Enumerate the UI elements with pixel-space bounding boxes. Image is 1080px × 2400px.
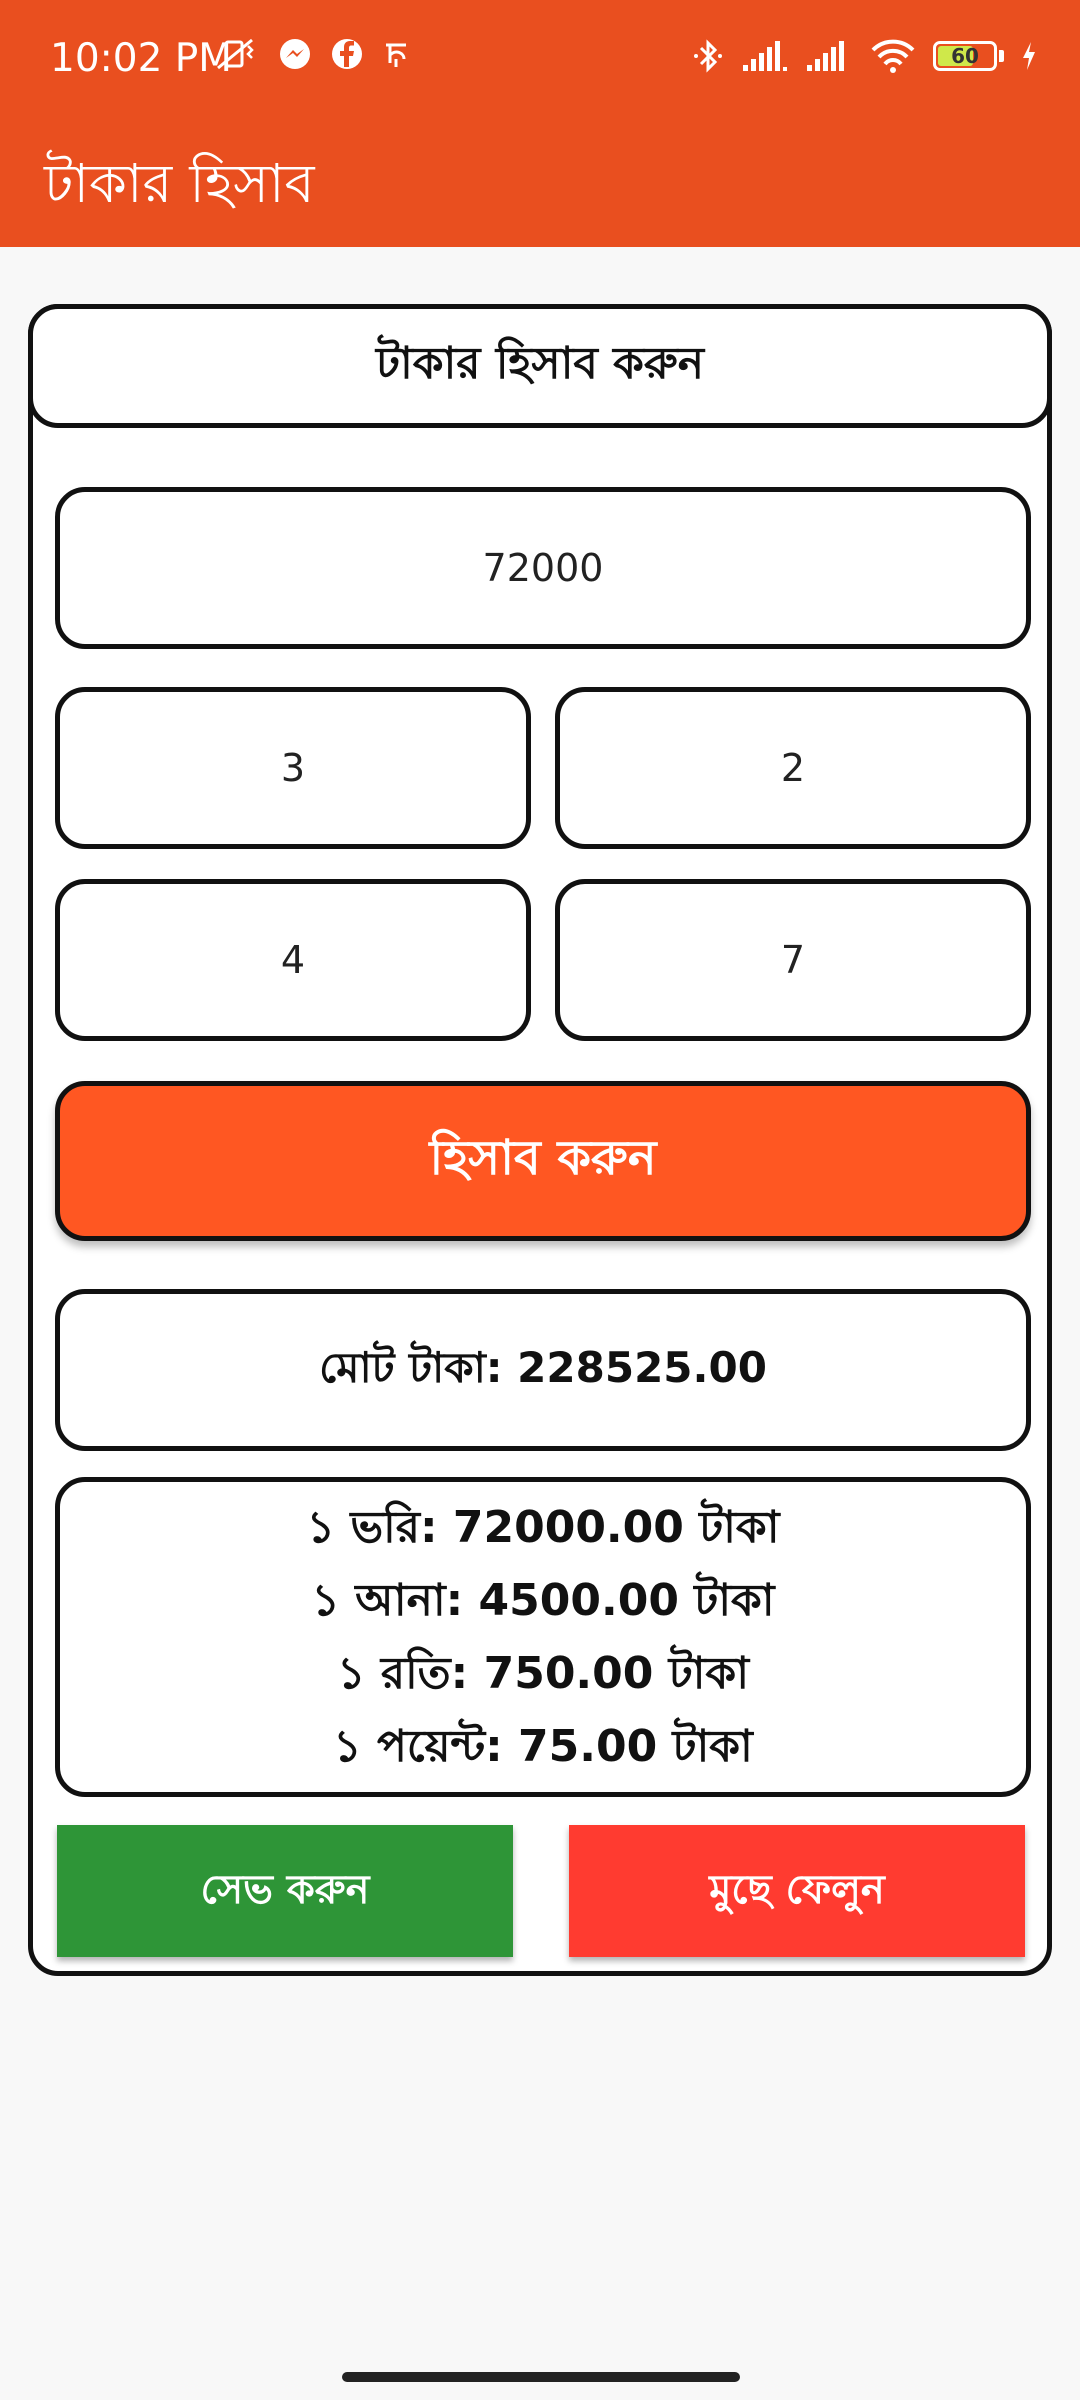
signal-icon-2 [805,39,853,73]
rate-item: ১ ভরি: 72000.00 টাকা [306,1502,780,1553]
wifi-icon [869,38,917,74]
no-vibrate-icon [214,36,260,72]
rate-item: ১ পয়েন্ট: 75.00 টাকা [333,1721,753,1772]
input-top-right[interactable]: 2 [555,687,1031,849]
app-bar [0,120,1080,247]
signal-icon [741,39,789,73]
total-amount: মোট টাকা: 228525.00 [55,1289,1031,1451]
save-button[interactable]: সেভ করুন [57,1825,513,1957]
input-top-left[interactable]: 3 [55,687,531,849]
charging-icon [1020,40,1038,72]
price-input[interactable]: 72000 [55,487,1031,649]
battery-percent: 60 [951,44,979,68]
calculator-card [28,304,1052,1976]
rate-item: ১ আনা: 4500.00 টাকা [311,1575,775,1626]
input-bottom-left[interactable]: 4 [55,879,531,1041]
rate-item: ১ রতি: 750.00 টাকা [337,1648,749,1699]
gesture-nav-handle[interactable] [342,2372,740,2382]
status-bar [0,0,1080,120]
app-icon [382,37,410,71]
battery-icon [933,41,1004,71]
status-time: 10:02 PM [50,36,232,81]
rates-list [55,1477,1031,1797]
messenger-icon [278,37,312,71]
card-header: টাকার হিসাব করুন [28,304,1052,428]
clear-button[interactable]: মুছে ফেলুন [569,1825,1025,1957]
input-bottom-right[interactable]: 7 [555,879,1031,1041]
calculate-button[interactable]: হিসাব করুন [55,1081,1031,1241]
facebook-icon [330,37,364,71]
bluetooth-icon [691,36,725,76]
app-title: টাকার হিসাব [44,152,315,215]
